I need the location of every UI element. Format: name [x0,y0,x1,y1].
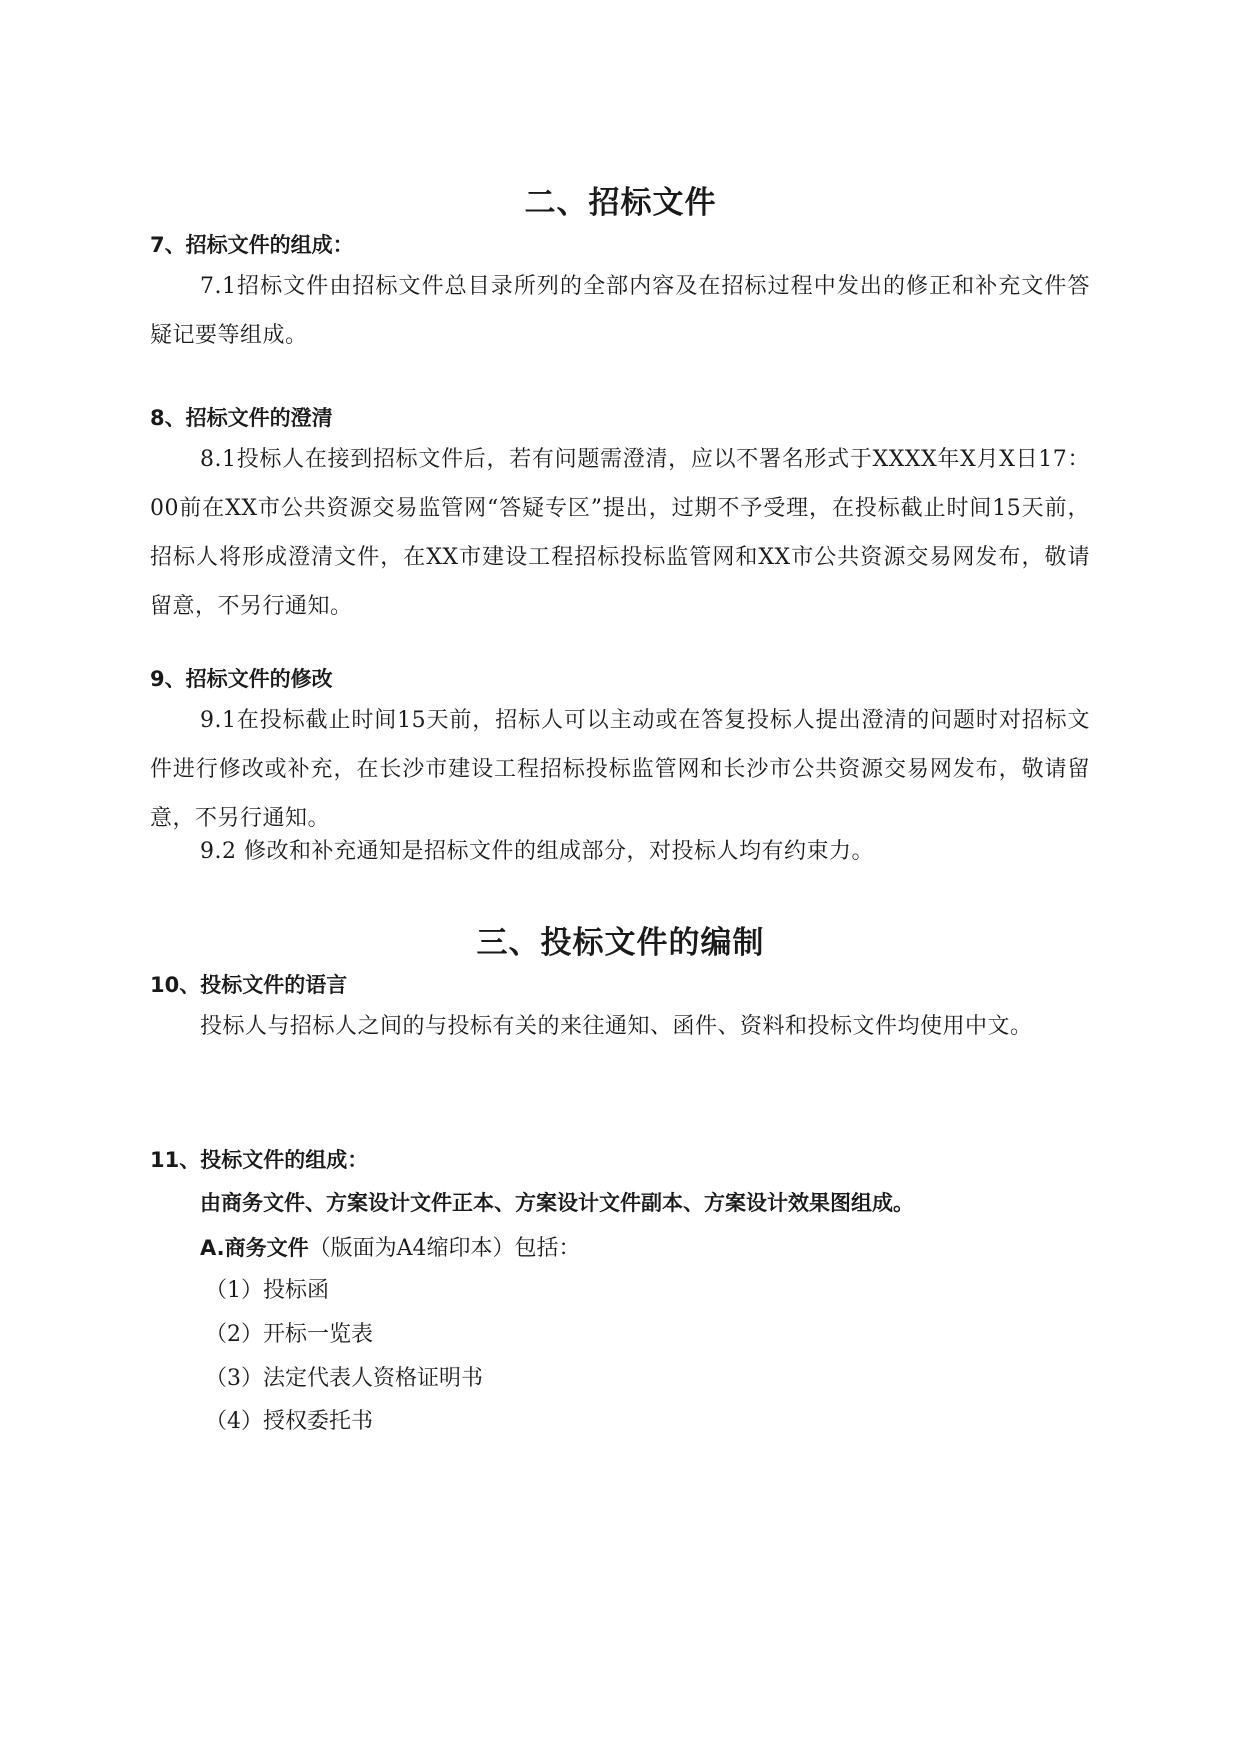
clause-heading-8: 8、招标文件的澄清 [150,406,333,430]
list-item: （1）投标函 [205,1278,329,1303]
clause-9-2-paragraph: 9.2 修改和补充通知是招标文件的组成部分，对投标人均有约束力。 [200,839,874,864]
commercial-documents-line [200,1233,1100,1264]
bid-composition-summary: 由商务文件、方案设计文件正本、方案设计文件副本、方案设计效果图组成。 [200,1191,914,1215]
section-title-bid-preparation: 三、投标文件的编制 [476,925,765,961]
clause-heading-11: 11、投标文件的组成： [150,1148,369,1172]
clause-8-1-paragraph: 8.1投标人在接到招标文件后，若有问题需澄清，应以不署名形式于XXXX年X月X日17：00前在XX市公共资源交易监管网“答疑专区”提出，过期不予受理，在投标截止时间15天前，招标人将形成澄清文件，在XX市建设工程招标投标监管网和XX市公共资源交易网发布，敬请留意，不另行通知。 [150,447,1090,619]
clause-9-1-paragraph: 9.1在投标截止时间15天前，招标人可以主动或在答复投标人提出澄清的问题时对招标文件进行修改或补充，在长沙市建设工程招标投标监管网和长沙市公共资源交易网发布，敬请留意，不另行通知。 [150,708,1090,831]
list-item: （4）授权委托书 [205,1409,373,1434]
clause-heading-10: 10、投标文件的语言 [150,973,348,997]
list-item: （2）开标一览表 [205,1322,373,1347]
section-title-bidding-documents: 二、招标文件 [524,185,717,221]
clause-heading-9: 9、招标文件的修改 [150,667,333,691]
list-item: （3）法定代表人资格证明书 [205,1366,483,1391]
commercial-documents-label: A.商务文件 [200,1236,309,1260]
commercial-documents-note: （版面为A4缩印本）包括： [308,1236,581,1261]
clause-7-1-paragraph: 7.1招标文件由招标文件总目录所列的全部内容及在招标过程中发出的修正和补充文件答疑记要等组成。 [150,274,1090,348]
clause-10-paragraph: 投标人与招标人之间的与投标有关的来往通知、函件、资料和投标文件均使用中文。 [200,1014,1033,1039]
clause-heading-7: 7、招标文件的组成： [150,233,354,257]
